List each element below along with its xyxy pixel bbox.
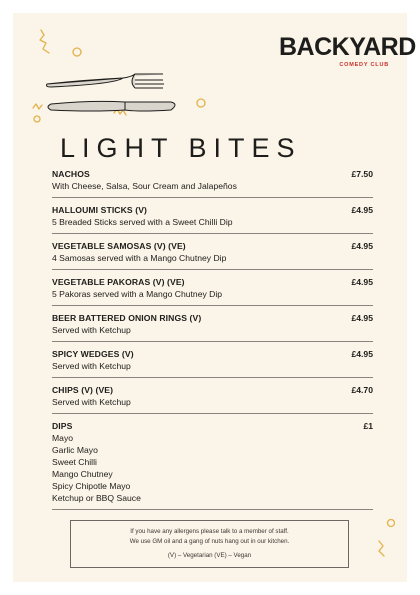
item-description: Served with Ketchup bbox=[52, 361, 131, 371]
item-price: £4.95 bbox=[351, 313, 373, 323]
item-price: £4.95 bbox=[351, 349, 373, 359]
item-name: BEER BATTERED ONION RINGS (V) bbox=[52, 313, 202, 323]
dip-option: Mayo bbox=[52, 433, 74, 443]
dip-option: Mango Chutney bbox=[52, 469, 113, 479]
menu-item-dips bbox=[52, 420, 373, 510]
item-name: SPICY WEDGES (V) bbox=[52, 349, 134, 359]
dip-option: Spicy Chipotle Mayo bbox=[52, 481, 131, 491]
menu-item bbox=[52, 168, 373, 198]
item-price: £4.95 bbox=[351, 277, 373, 287]
zigzag-icon bbox=[379, 541, 384, 556]
circle-icon bbox=[388, 520, 395, 527]
item-description: Served with Ketchup bbox=[52, 397, 131, 407]
item-description: 4 Samosas served with a Mango Chutney Dip bbox=[52, 253, 227, 263]
menu-item bbox=[52, 384, 373, 414]
item-price: £4.95 bbox=[351, 205, 373, 215]
menu-item bbox=[52, 276, 373, 306]
item-price: £4.95 bbox=[351, 241, 373, 251]
item-price: £1 bbox=[363, 421, 373, 431]
item-name: CHIPS (V) (VE) bbox=[52, 385, 114, 395]
page-title: LIGHT BITES bbox=[60, 133, 302, 163]
dip-option: Garlic Mayo bbox=[52, 445, 98, 455]
allergen-notice bbox=[70, 520, 349, 568]
item-price: £4.70 bbox=[351, 385, 373, 395]
brand-subtitle: COMEDY CLUB bbox=[339, 62, 389, 68]
zigzag-icon bbox=[40, 30, 49, 53]
menu-item bbox=[52, 204, 373, 234]
item-name: VEGETABLE SAMOSAS (V) (VE) bbox=[52, 241, 186, 251]
circle-icon bbox=[34, 116, 40, 122]
item-description: 5 Pakoras served with a Mango Chutney Dip bbox=[52, 289, 223, 299]
zigzag-icon bbox=[33, 104, 42, 109]
item-name: VEGETABLE PAKORAS (V) (VE) bbox=[52, 277, 185, 287]
menu-item bbox=[52, 240, 373, 270]
brand-name: BACKYARD bbox=[279, 33, 416, 61]
dip-option: Sweet Chilli bbox=[52, 457, 97, 467]
menu-item bbox=[52, 348, 373, 378]
notice-line: We use GM oil and a gang of nuts hang out in our kitchen. bbox=[129, 538, 290, 545]
item-name: DIPS bbox=[52, 421, 73, 431]
circle-icon bbox=[197, 99, 205, 107]
circle-icon bbox=[73, 48, 81, 56]
decorative-doodles bbox=[373, 501, 403, 571]
fork-and-knife-icon bbox=[43, 68, 183, 118]
item-description: Served with Ketchup bbox=[52, 325, 131, 335]
menu-item bbox=[52, 312, 373, 342]
menu-page bbox=[13, 13, 416, 582]
dip-option: Ketchup or BBQ Sauce bbox=[52, 493, 141, 503]
item-name: NACHOS bbox=[52, 169, 90, 179]
notice-line: If you have any allergens please talk to a member of staff. bbox=[130, 528, 289, 535]
item-price: £7.50 bbox=[351, 169, 373, 179]
item-description: With Cheese, Salsa, Sour Cream and Jalapeños bbox=[52, 181, 237, 191]
menu-list bbox=[52, 168, 373, 516]
item-description: 5 Breaded Sticks served with a Sweet Chilli Dip bbox=[52, 217, 233, 227]
dietary-key: (V) – Vegetarian (VE) – Vegan bbox=[167, 552, 252, 559]
item-name: HALLOUMI STICKS (V) bbox=[52, 205, 147, 215]
